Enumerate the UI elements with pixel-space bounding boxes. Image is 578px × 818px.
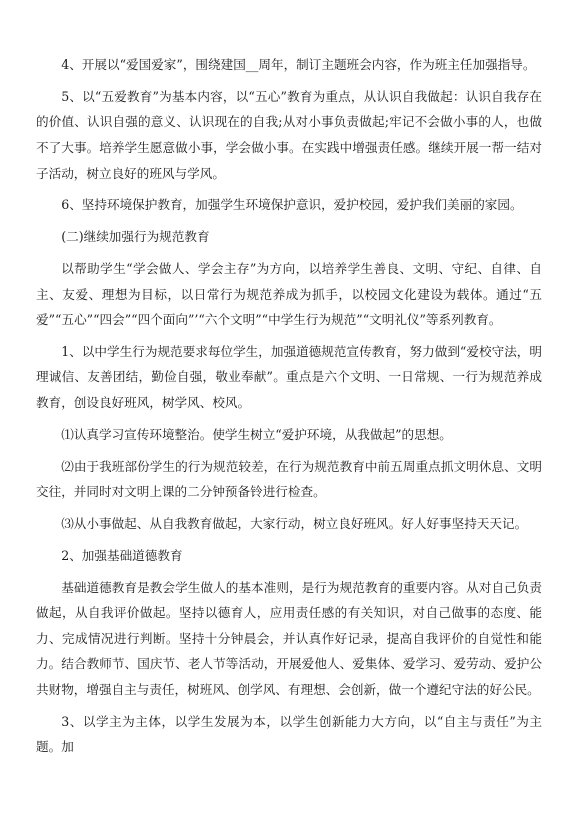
paragraph-item-3: 3、以学主为主体，以学生发展为本，以学生创新能力大方向，以“自主与责任”为主题。加 [36, 713, 542, 755]
section-heading-moral: 2、加强基础道德教育 [61, 547, 183, 563]
paragraph-sub-1: ⑴认真学习宣传环境整治。使学生树立“爱护环境，从我做起”的思想。 [61, 426, 452, 442]
section-heading-behavior: (二)继续加强行为规范教育 [61, 229, 210, 245]
paragraph-item-4: 4、开展以“爱国爱家”，围绕建国__周年，制订主题班会内容，作为班主任加强指导。 [61, 57, 536, 72]
paragraph-item-1: 1、以中学生行为规范要求每位学生，加强道德规范宣传教育，努力做到“爱校守法，明理诚信、友善团结，勤俭自强，敬业奉献”。重点是六个文明、一日常规、一行为规范养成教育，创设良好班风，树学风、校风。 [36, 343, 542, 411]
paragraph-item-6: 6、坚持环境保护教育，加强学生环境保护意识，爱护校园，爱护我们美丽的家园。 [61, 197, 523, 213]
paragraph-item-5: 5、以“五爱教育”为基本内容，以“五心”教育为重点，从认识自我做起：认识自我存在的价值、认识自强的意义、认识现在的自我;从对小事负责做起;牢记不会做小事的人，也做不了大事。培养学生愿意做小事，学会做小事。在实践中增强责任感。继续开展一帮一结对子活动，树立良好的班风与学风。 [36, 88, 542, 181]
paragraph-sub-2: ⑵由于我班部份学生的行为规范较差，在行为规范教育中前五周重点抓文明休息、文明交往，并同时对文明上课的二分钟预备铃进行检查。 [36, 458, 542, 500]
paragraph-moral: 基础道德教育是教会学生做人的基本准则，是行为规范教育的重要内容。从对自己负责做起，从自我评价做起。坚持以德育人，应用责任感的有关知识，对自己做事的态度、能力、完成情况进行判断。坚持十分钟晨会，并认真作好记录，提高自我评价的自觉性和能力。结合教师节、国庆节、老人节等活动，开展爱他人、爱集体、爱学习、爱劳动、爱护公共财物，增强自主与责任，树班风、创学风、有理想、会创新，做一个遵纪守法的好公民。 [36, 579, 542, 697]
paragraph-sub-3: ⑶从小事做起、从自我教育做起，大家行动，树立良好班风。好人好事坚持天天记。 [61, 516, 528, 531]
paragraph-intro: 以帮助学生“学会做人、学会主存”为方向，以培养学生善良、文明、守纪、自律、自主、友爱、理想为目标，以日常行为规范养成为抓手，以校园文化建设为载体。通过“五爱”“五心”“四会”“四个面向”’“六个文明”“中学生行为规范”“文明礼仪”等系列教育。 [36, 260, 542, 328]
